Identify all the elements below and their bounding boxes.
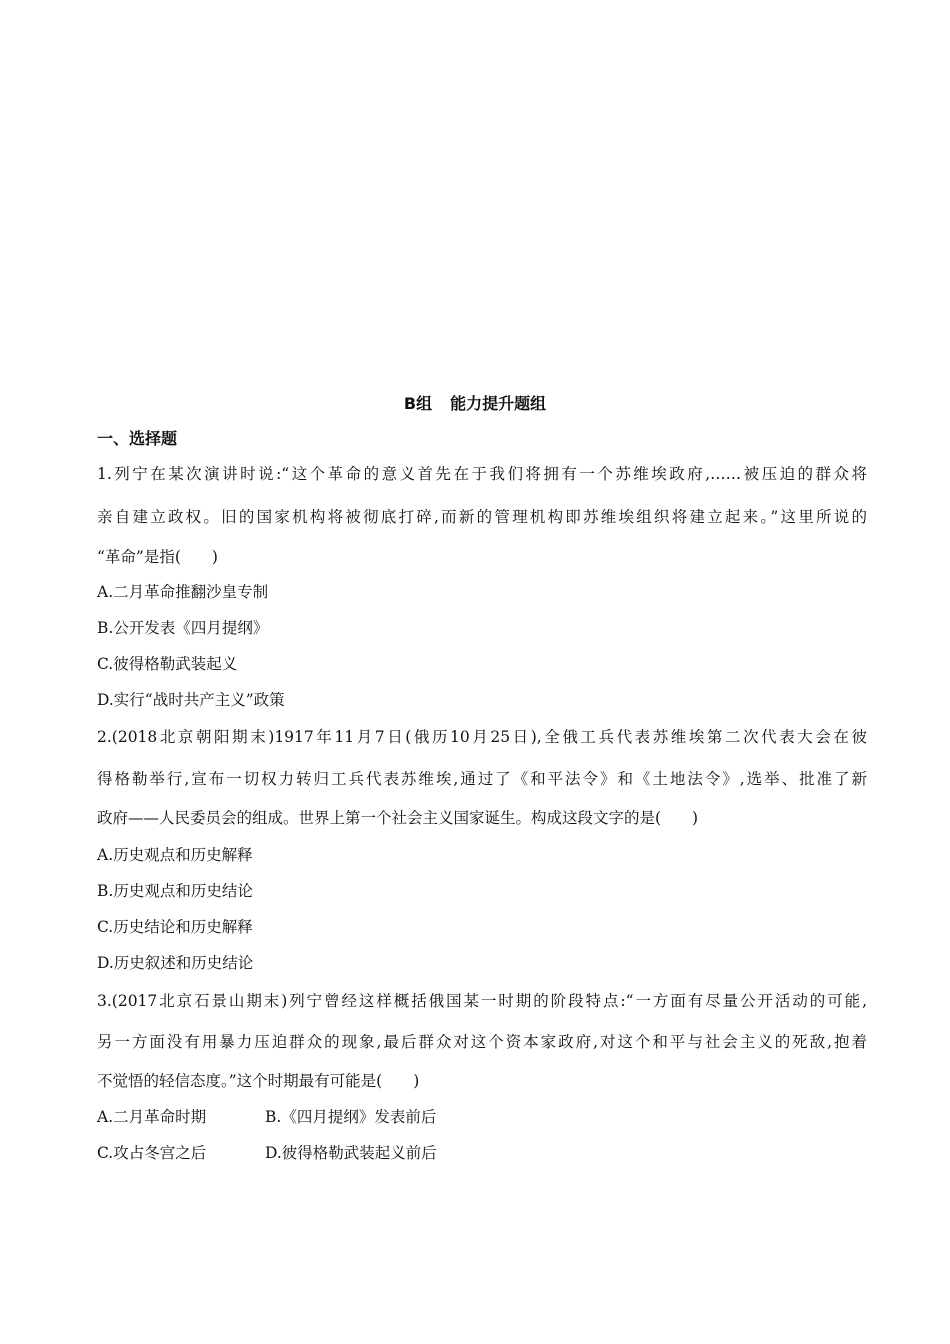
- question-3-option-a: A.二月革命时期: [97, 1108, 207, 1126]
- question-2-line-3: 政府——人民委员会的组成。世界上第一个社会主义国家诞生。构成这段文字的是( ): [97, 809, 699, 827]
- question-1-option-a: A.二月革命推翻沙皇专制: [97, 583, 269, 601]
- question-3-option-d: D.彼得格勒武装起义前后: [265, 1144, 437, 1162]
- question-1-line-1: 1.列宁在某次演讲时说:“这个革命的意义首先在于我们将拥有一个苏维埃政府,……被压迫的群众将: [97, 465, 867, 483]
- question-1-option-d: D.实行“战时共产主义”政策: [97, 691, 285, 709]
- question-3-option-b: B.《四月提纲》发表前后: [265, 1108, 437, 1126]
- question-2-line-1: 2.(2018北京朝阳期末)1917年11月7日(俄历10月25日),全俄工兵代表苏维埃第二次代表大会在彼: [97, 728, 867, 746]
- question-1-line-3: “革命”是指( ): [97, 548, 218, 566]
- question-3-line-2: 另一方面没有用暴力压迫群众的现象,最后群众对这个资本家政府,对这个和平与社会主义的死敌,抱着: [97, 1033, 867, 1051]
- question-2-option-d: D.历史叙述和历史结论: [97, 954, 254, 972]
- group-heading: [0, 393, 950, 415]
- section-title: 一、选择题: [97, 429, 178, 448]
- question-1-option-b: B.公开发表《四月提纲》: [97, 619, 269, 637]
- question-2-option-a: A.历史观点和历史解释: [97, 846, 253, 864]
- group-label: B组: [403, 394, 433, 413]
- question-1-option-c: C.彼得格勒武装起义: [97, 655, 238, 673]
- question-2-option-b: B.历史观点和历史结论: [97, 882, 253, 900]
- question-3-line-3: 不觉悟的轻信态度。”这个时期最有可能是( ): [97, 1072, 420, 1090]
- question-2-line-2: 得格勒举行,宣布一切权力转归工兵代表苏维埃,通过了《和平法令》和《土地法令》,选举、批准了新: [97, 770, 867, 788]
- question-2-option-c: C.历史结论和历史解释: [97, 918, 253, 936]
- group-title: 能力提升题组: [450, 394, 547, 413]
- question-3-line-1: 3.(2017北京石景山期末)列宁曾经这样概括俄国某一时期的阶段特点:“一方面有尽量公开活动的可能,: [97, 992, 867, 1010]
- question-1-line-2: 亲自建立政权。旧的国家机构将被彻底打碎,而新的管理机构即苏维埃组织将建立起来。”这里所说的: [97, 508, 867, 526]
- question-3-option-c: C.攻占冬宫之后: [97, 1144, 207, 1162]
